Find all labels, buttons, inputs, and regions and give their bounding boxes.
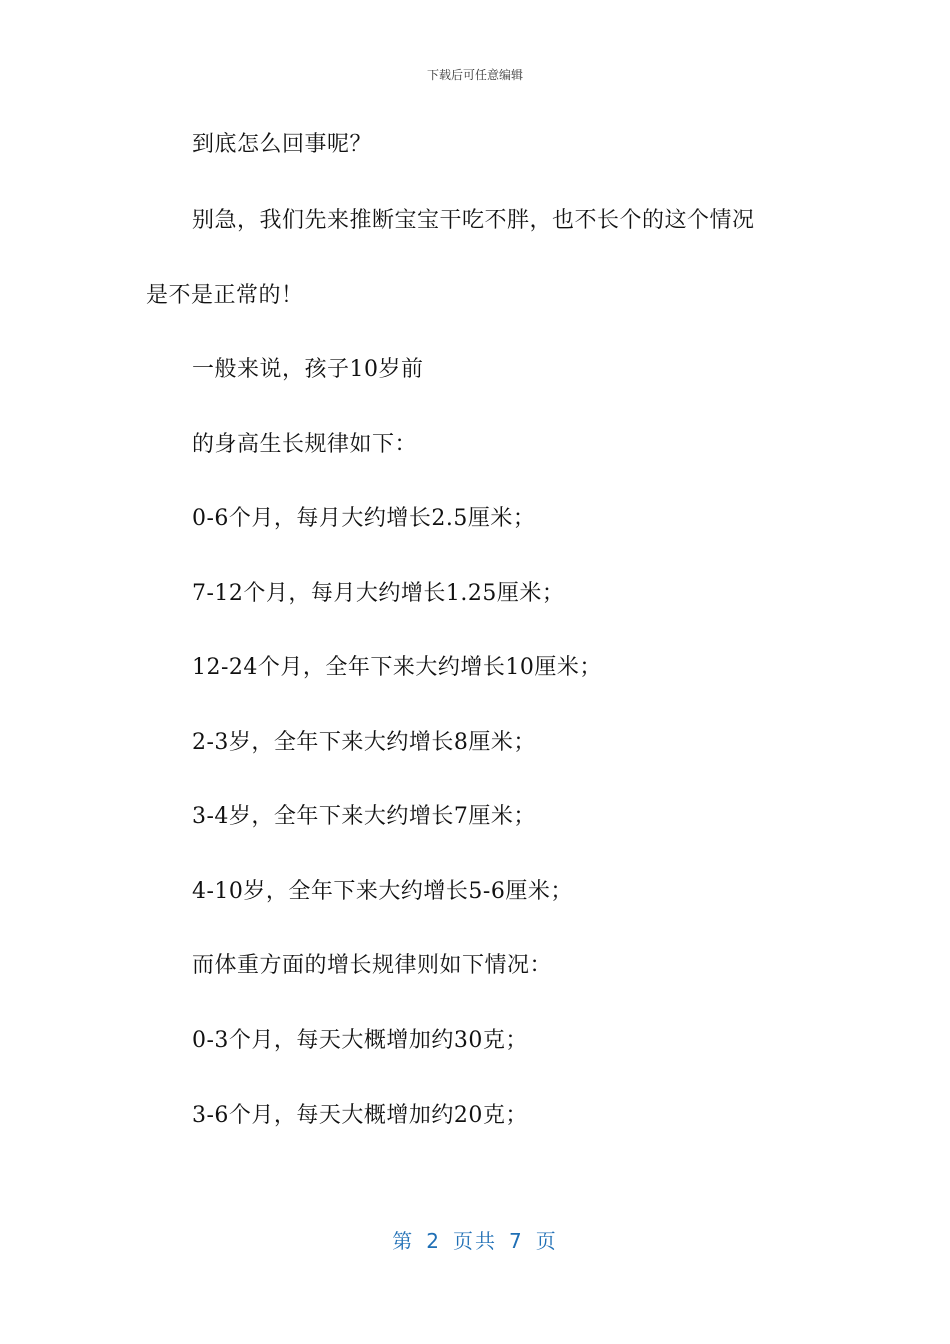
paragraph-line: 2-3岁，全年下来大约增长8厘米； [192,730,536,755]
paragraph-line: 是不是正常的！ [146,283,304,308]
paragraph-line: 0-3个月，每天大概增加约30克； [192,1028,528,1053]
paragraph-line: 别急，我们先来推断宝宝干吃不胖，也不长个的这个情况 [192,208,755,233]
paragraph-line: 到底怎么回事呢？ [192,132,373,157]
paragraph-line: 3-6个月，每天大概增加约20克； [192,1103,528,1128]
footer-suffix: 页 [535,1229,558,1253]
paragraph-line: 3-4岁，全年下来大约增长7厘米； [192,804,536,829]
page-header: 下载后可任意编辑 [426,68,523,82]
paragraph-line: 7-12个月，每月大约增长1.25厘米； [192,581,565,606]
footer-prefix: 第 [392,1229,415,1253]
paragraph-line: 0-6个月，每月大约增长2.5厘米； [192,506,536,531]
footer-current-page: 2 [426,1229,441,1253]
paragraph-line: 而体重方面的增长规律则如下情况： [192,953,553,978]
paragraph-line: 4-10岁，全年下来大约增长5-6厘米； [192,879,573,904]
footer-total-pages: 7 [509,1229,524,1253]
paragraph-line: 的身高生长规律如下： [192,432,418,457]
paragraph-line: 一般来说，孩子10岁前 [192,357,424,382]
footer-middle: 页共 [453,1229,497,1253]
paragraph-line: 12-24个月，全年下来大约增长10厘米； [192,655,602,680]
page-number-footer [0,1225,950,1254]
